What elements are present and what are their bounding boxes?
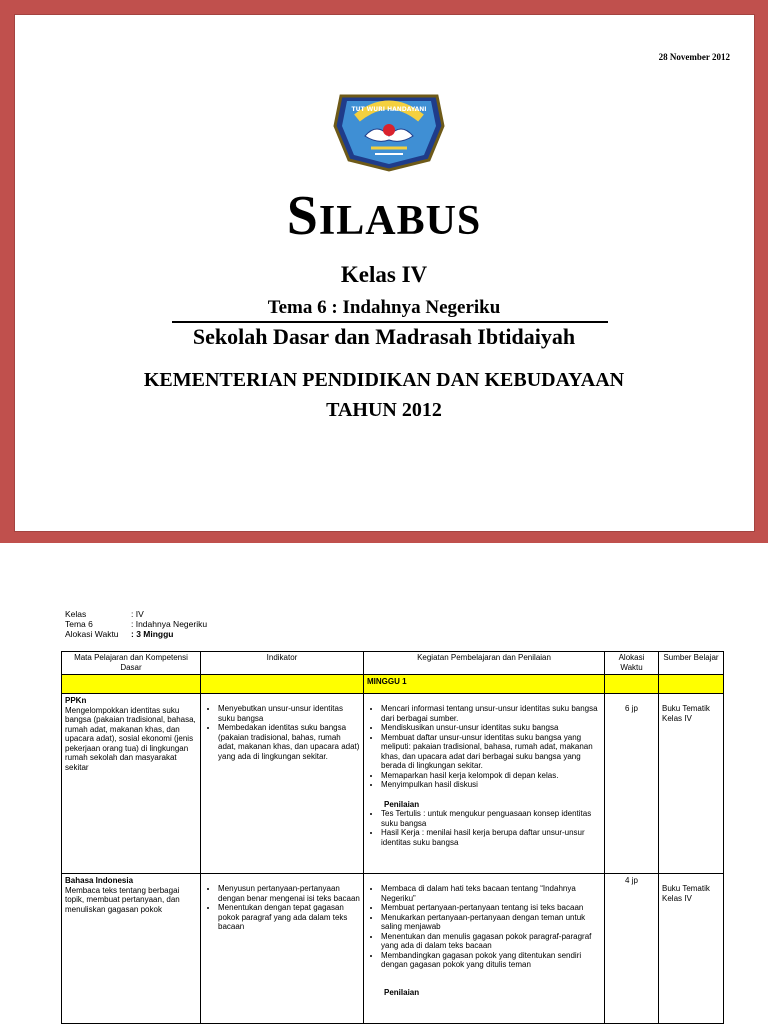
info-value: : IV	[131, 609, 144, 619]
table-row	[62, 874, 724, 1024]
header-cell: Mata Pelajaran dan Kompetensi Dasar	[62, 652, 201, 675]
cover-title-rest: ILABUS	[318, 198, 482, 244]
list-item: • Membedakan identitas suku bangsa (pakaian tradisional, bahas, rumah adat, makanan khas, dan upacara adat) yang ada di lingkungan sekitar.	[218, 723, 360, 761]
subject-cell	[62, 694, 201, 874]
subject-name: Bahasa Indonesia	[65, 876, 134, 885]
list-item: • Membandingkan gagasan pokok yang ditentukan sendiri dengan gagasan pokok yang ditulis teman	[381, 951, 601, 970]
info-row	[65, 619, 207, 629]
kompetensi-dasar: Mengelompokkan identitas suku bangsa (pakaian tradisional, bahasa, rumah adat, makanan khas, dan upacara adat), sosial ekonomi (jenis pekerjaan orang tua) di lingkungan rumah sekolah dan masyarakat sekitar	[65, 705, 196, 772]
info-value: : 3 Minggu	[131, 629, 174, 639]
indikator-cell	[201, 694, 364, 874]
list-item: • Menyusun pertanyaan-pertanyaan dengan benar mengenai isi teks bacaan	[218, 884, 360, 903]
sumber-cell: Buku Tematik Kelas IV	[659, 874, 724, 1024]
indikator-cell	[201, 874, 364, 1024]
table-header-row	[62, 652, 724, 675]
sumber-cell: Buku Tematik Kelas IV	[659, 694, 724, 874]
week-cell	[659, 675, 724, 694]
week-cell	[62, 675, 201, 694]
penilaian-label: Penilaian	[384, 799, 420, 809]
header-cell: Indikator	[201, 652, 364, 675]
alokasi-cell: 6 jp	[605, 694, 659, 874]
cover-tema: Tema 6 : Indahnya Negeriku	[267, 297, 501, 318]
list-item: • Menentukan dan menulis gagasan pokok paragraf-paragraf yang ada di dalam teks bacaan	[381, 932, 601, 951]
list-item: • Tes Tertulis : untuk mengukur penguasaan konsep identitas suku bangsa	[381, 809, 601, 828]
info-value: : Indahnya Negeriku	[131, 619, 208, 629]
list-item: • Hasil Kerja : menilai hasil kerja berupa daftar unsur-unsur identitas suku bangsa	[381, 828, 601, 847]
info-label: Tema 6	[65, 619, 93, 629]
cover-kementerian: KEMENTERIAN PENDIDIKAN DAN KEBUDAYAAN	[143, 369, 625, 391]
cover-title	[0, 184, 768, 248]
info-label: Kelas	[65, 609, 87, 619]
svg-text:TUT WURI HANDAYANI: TUT WURI HANDAYANI	[351, 106, 427, 113]
class-info	[65, 609, 207, 639]
cover-title-initial: S	[286, 185, 319, 247]
subject-name: PPKn	[65, 696, 87, 705]
list-item: • Membuat daftar unsur-unsur identitas suku bangsa yang meliputi: pakaian tradisional, bahasa, rumah adat, makanan khas, dan upacara adat dari berbagai suku bangsa yang berada di lingkungan sekitar.	[381, 733, 601, 771]
cover-tahun: TAHUN 2012	[326, 399, 442, 421]
kegiatan-cell	[364, 874, 605, 1024]
cover-date: 28 November 2012	[658, 52, 730, 62]
penilaian-label: Penilaian	[384, 987, 420, 997]
week-cell	[605, 675, 659, 694]
cover-sekolah: Sekolah Dasar dan Madrasah Ibtidaiyah	[192, 324, 576, 349]
subject-cell	[62, 874, 201, 1024]
list-item: • Menyebutkan unsur-unsur identitas suku bangsa	[218, 704, 360, 723]
kompetensi-dasar: Membaca teks tentang berbagai topik, membuat pertanyaan, dan menuliskan gagasan pokok	[65, 885, 180, 914]
alokasi-cell: 4 jp	[605, 874, 659, 1024]
table-row	[62, 694, 724, 874]
header-cell: Alokasi Waktu	[605, 652, 659, 675]
header-cell: Sumber Belajar	[659, 652, 724, 675]
syllabus-table	[61, 651, 724, 1024]
list-item: • Memaparkan hasil kerja kelompok di depan kelas.	[381, 771, 601, 781]
list-item: • Membuat pertanyaan-pertanyaan tentang isi teks bacaan	[381, 903, 601, 913]
week-row	[62, 675, 724, 694]
header-cell: Kegiatan Pembelajaran dan Penilaian	[364, 652, 605, 675]
list-item: • Mencari informasi tentang unsur-unsur identitas suku bangsa dari berbagai sumber.	[381, 704, 601, 723]
info-row	[65, 629, 207, 639]
cover-kelas: Kelas IV	[340, 262, 428, 287]
list-item: • Membaca di dalam hati teks bacaan tentang “Indahnya Negeriku”	[381, 884, 601, 903]
list-item: • Menukarkan pertanyaan-pertanyaan dengan teman untuk saling menjawab	[381, 913, 601, 932]
cover-divider	[172, 321, 608, 323]
info-label: Alokasi Waktu	[65, 629, 119, 639]
list-item: • Mendiskusikan unsur-unsur identitas suku bangsa	[381, 723, 601, 733]
week-cell	[201, 675, 364, 694]
info-row	[65, 609, 207, 619]
kegiatan-cell	[364, 694, 605, 874]
tut-wuri-handayani-logo	[331, 78, 447, 174]
list-item: • Menentukan dengan tepat gagasan pokok paragraf yang ada dalam teks bacaan	[218, 903, 360, 932]
list-item: • Menyimpulkan hasil diskusi	[381, 780, 601, 790]
week-label: MINGGU 1	[364, 675, 605, 694]
